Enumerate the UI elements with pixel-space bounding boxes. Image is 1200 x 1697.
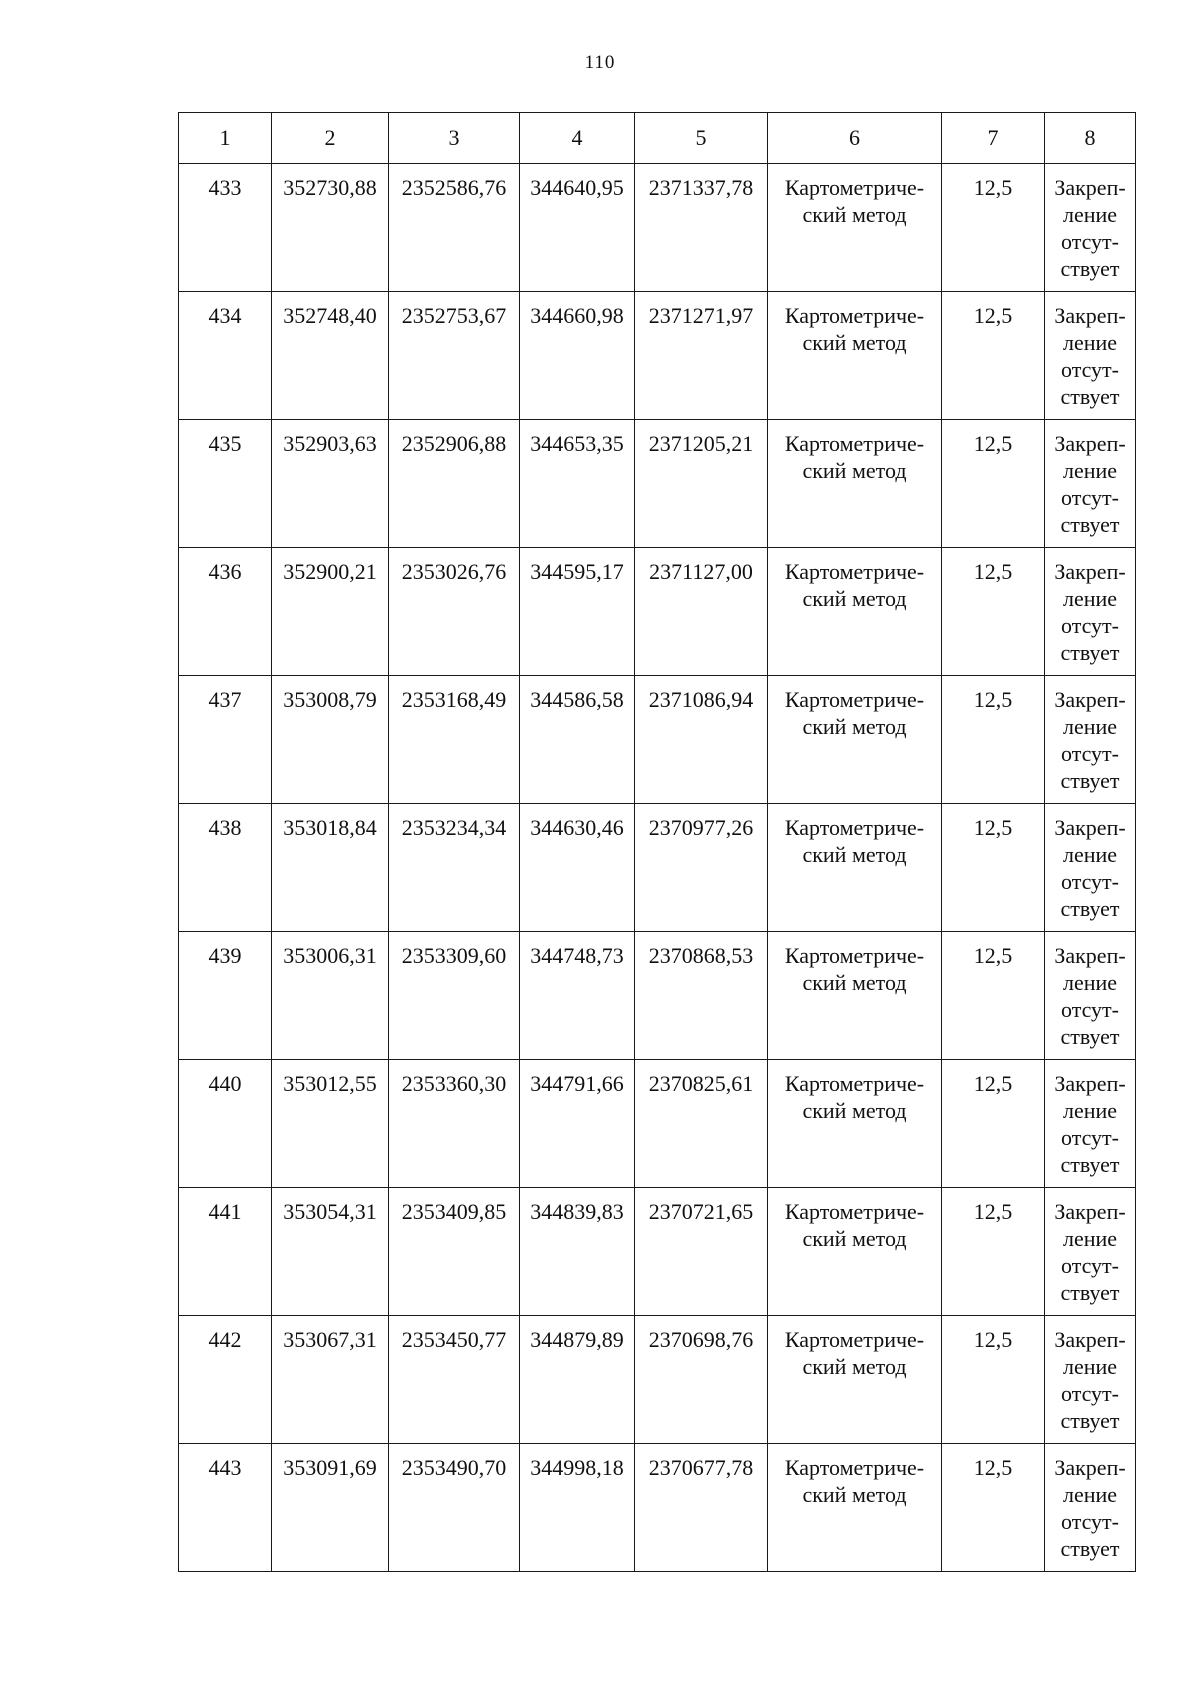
point-number-cell: 438 — [179, 804, 272, 932]
accuracy-cell: 12,5 — [942, 932, 1045, 1060]
coordinate-cell: 2352586,76 — [389, 164, 520, 292]
coordinate-cell: 2371127,00 — [635, 548, 768, 676]
coordinate-cell: 353018,84 — [272, 804, 389, 932]
accuracy-cell: 12,5 — [942, 164, 1045, 292]
coordinate-cell: 2370868,53 — [635, 932, 768, 1060]
coordinate-cell: 2370698,76 — [635, 1316, 768, 1444]
coordinate-cell: 2353360,30 — [389, 1060, 520, 1188]
fixation-cell: Закреп- ление отсут- ствует — [1045, 292, 1136, 420]
fixation-cell: Закреп- ление отсут- ствует — [1045, 548, 1136, 676]
coordinate-cell: 352903,63 — [272, 420, 389, 548]
point-number-cell: 443 — [179, 1444, 272, 1572]
point-number-cell: 437 — [179, 676, 272, 804]
accuracy-cell: 12,5 — [942, 1444, 1045, 1572]
method-cell: Картометриче- ский метод — [768, 292, 942, 420]
table-row — [179, 932, 1136, 1060]
method-cell: Картометриче- ский метод — [768, 804, 942, 932]
accuracy-cell: 12,5 — [942, 676, 1045, 804]
column-header-4: 4 — [520, 113, 635, 164]
table-header-row — [179, 113, 1136, 164]
coordinate-cell: 344839,83 — [520, 1188, 635, 1316]
column-header-8: 8 — [1045, 113, 1136, 164]
method-cell: Картометриче- ский метод — [768, 1444, 942, 1572]
coordinate-cell: 2353409,85 — [389, 1188, 520, 1316]
coordinate-cell: 344586,58 — [520, 676, 635, 804]
fixation-cell: Закреп- ление отсут- ствует — [1045, 804, 1136, 932]
method-cell: Картометриче- ский метод — [768, 164, 942, 292]
coordinate-cell: 2370825,61 — [635, 1060, 768, 1188]
column-header-7: 7 — [942, 113, 1045, 164]
table-row — [179, 292, 1136, 420]
coordinate-cell: 344748,73 — [520, 932, 635, 1060]
table-row — [179, 676, 1136, 804]
accuracy-cell: 12,5 — [942, 1188, 1045, 1316]
fixation-cell: Закреп- ление отсут- ствует — [1045, 676, 1136, 804]
table-row — [179, 1316, 1136, 1444]
coordinate-cell: 2352906,88 — [389, 420, 520, 548]
coordinate-cell: 344640,95 — [520, 164, 635, 292]
coordinate-cell: 344879,89 — [520, 1316, 635, 1444]
table-row — [179, 1188, 1136, 1316]
accuracy-cell: 12,5 — [942, 1060, 1045, 1188]
coordinate-cell: 2353490,70 — [389, 1444, 520, 1572]
coordinate-cell: 353006,31 — [272, 932, 389, 1060]
coordinate-cell: 352900,21 — [272, 548, 389, 676]
column-header-2: 2 — [272, 113, 389, 164]
coordinate-cell: 2370677,78 — [635, 1444, 768, 1572]
method-cell: Картометриче- ский метод — [768, 548, 942, 676]
method-cell: Картометриче- ский метод — [768, 1316, 942, 1444]
coordinate-cell: 353054,31 — [272, 1188, 389, 1316]
method-cell: Картометриче- ский метод — [768, 932, 942, 1060]
point-number-cell: 436 — [179, 548, 272, 676]
table-row — [179, 420, 1136, 548]
coordinate-cell: 344630,46 — [520, 804, 635, 932]
fixation-cell: Закреп- ление отсут- ствует — [1045, 1060, 1136, 1188]
coordinate-cell: 2371337,78 — [635, 164, 768, 292]
fixation-cell: Закреп- ление отсут- ствует — [1045, 164, 1136, 292]
coordinate-cell: 353008,79 — [272, 676, 389, 804]
accuracy-cell: 12,5 — [942, 1316, 1045, 1444]
method-cell: Картометриче- ский метод — [768, 420, 942, 548]
coordinate-cell: 2370977,26 — [635, 804, 768, 932]
point-number-cell: 435 — [179, 420, 272, 548]
coordinate-cell: 2352753,67 — [389, 292, 520, 420]
table-row — [179, 804, 1136, 932]
fixation-cell: Закреп- ление отсут- ствует — [1045, 1188, 1136, 1316]
point-number-cell: 441 — [179, 1188, 272, 1316]
table-row — [179, 164, 1136, 292]
coordinate-cell: 353012,55 — [272, 1060, 389, 1188]
accuracy-cell: 12,5 — [942, 548, 1045, 676]
method-cell: Картометриче- ский метод — [768, 1188, 942, 1316]
coordinate-cell: 2353450,77 — [389, 1316, 520, 1444]
coordinates-table — [178, 112, 1136, 1572]
table-body — [179, 164, 1136, 1572]
accuracy-cell: 12,5 — [942, 292, 1045, 420]
table-row — [179, 548, 1136, 676]
coordinate-cell: 2353309,60 — [389, 932, 520, 1060]
coordinate-cell: 2371271,97 — [635, 292, 768, 420]
accuracy-cell: 12,5 — [942, 804, 1045, 932]
coordinate-cell: 344595,17 — [520, 548, 635, 676]
method-cell: Картометриче- ский метод — [768, 1060, 942, 1188]
coordinate-cell: 353067,31 — [272, 1316, 389, 1444]
point-number-cell: 442 — [179, 1316, 272, 1444]
coordinate-cell: 352748,40 — [272, 292, 389, 420]
fixation-cell: Закреп- ление отсут- ствует — [1045, 1444, 1136, 1572]
point-number-cell: 434 — [179, 292, 272, 420]
coordinate-cell: 2370721,65 — [635, 1188, 768, 1316]
point-number-cell: 440 — [179, 1060, 272, 1188]
column-header-6: 6 — [768, 113, 942, 164]
page-number: 110 — [584, 52, 616, 73]
fixation-cell: Закреп- ление отсут- ствует — [1045, 1316, 1136, 1444]
coordinate-cell: 2371205,21 — [635, 420, 768, 548]
fixation-cell: Закреп- ление отсут- ствует — [1045, 420, 1136, 548]
coordinate-cell: 2353026,76 — [389, 548, 520, 676]
fixation-cell: Закреп- ление отсут- ствует — [1045, 932, 1136, 1060]
accuracy-cell: 12,5 — [942, 420, 1045, 548]
method-cell: Картометриче- ский метод — [768, 676, 942, 804]
coordinate-cell: 344660,98 — [520, 292, 635, 420]
column-header-5: 5 — [635, 113, 768, 164]
table-row — [179, 1060, 1136, 1188]
coordinate-cell: 352730,88 — [272, 164, 389, 292]
column-header-3: 3 — [389, 113, 520, 164]
coordinate-cell: 2371086,94 — [635, 676, 768, 804]
coordinate-cell: 344791,66 — [520, 1060, 635, 1188]
coordinate-cell: 344998,18 — [520, 1444, 635, 1572]
coordinate-cell: 2353234,34 — [389, 804, 520, 932]
coordinate-cell: 344653,35 — [520, 420, 635, 548]
column-header-1: 1 — [179, 113, 272, 164]
table-row — [179, 1444, 1136, 1572]
coordinate-cell: 353091,69 — [272, 1444, 389, 1572]
coordinate-cell: 2353168,49 — [389, 676, 520, 804]
point-number-cell: 439 — [179, 932, 272, 1060]
point-number-cell: 433 — [179, 164, 272, 292]
